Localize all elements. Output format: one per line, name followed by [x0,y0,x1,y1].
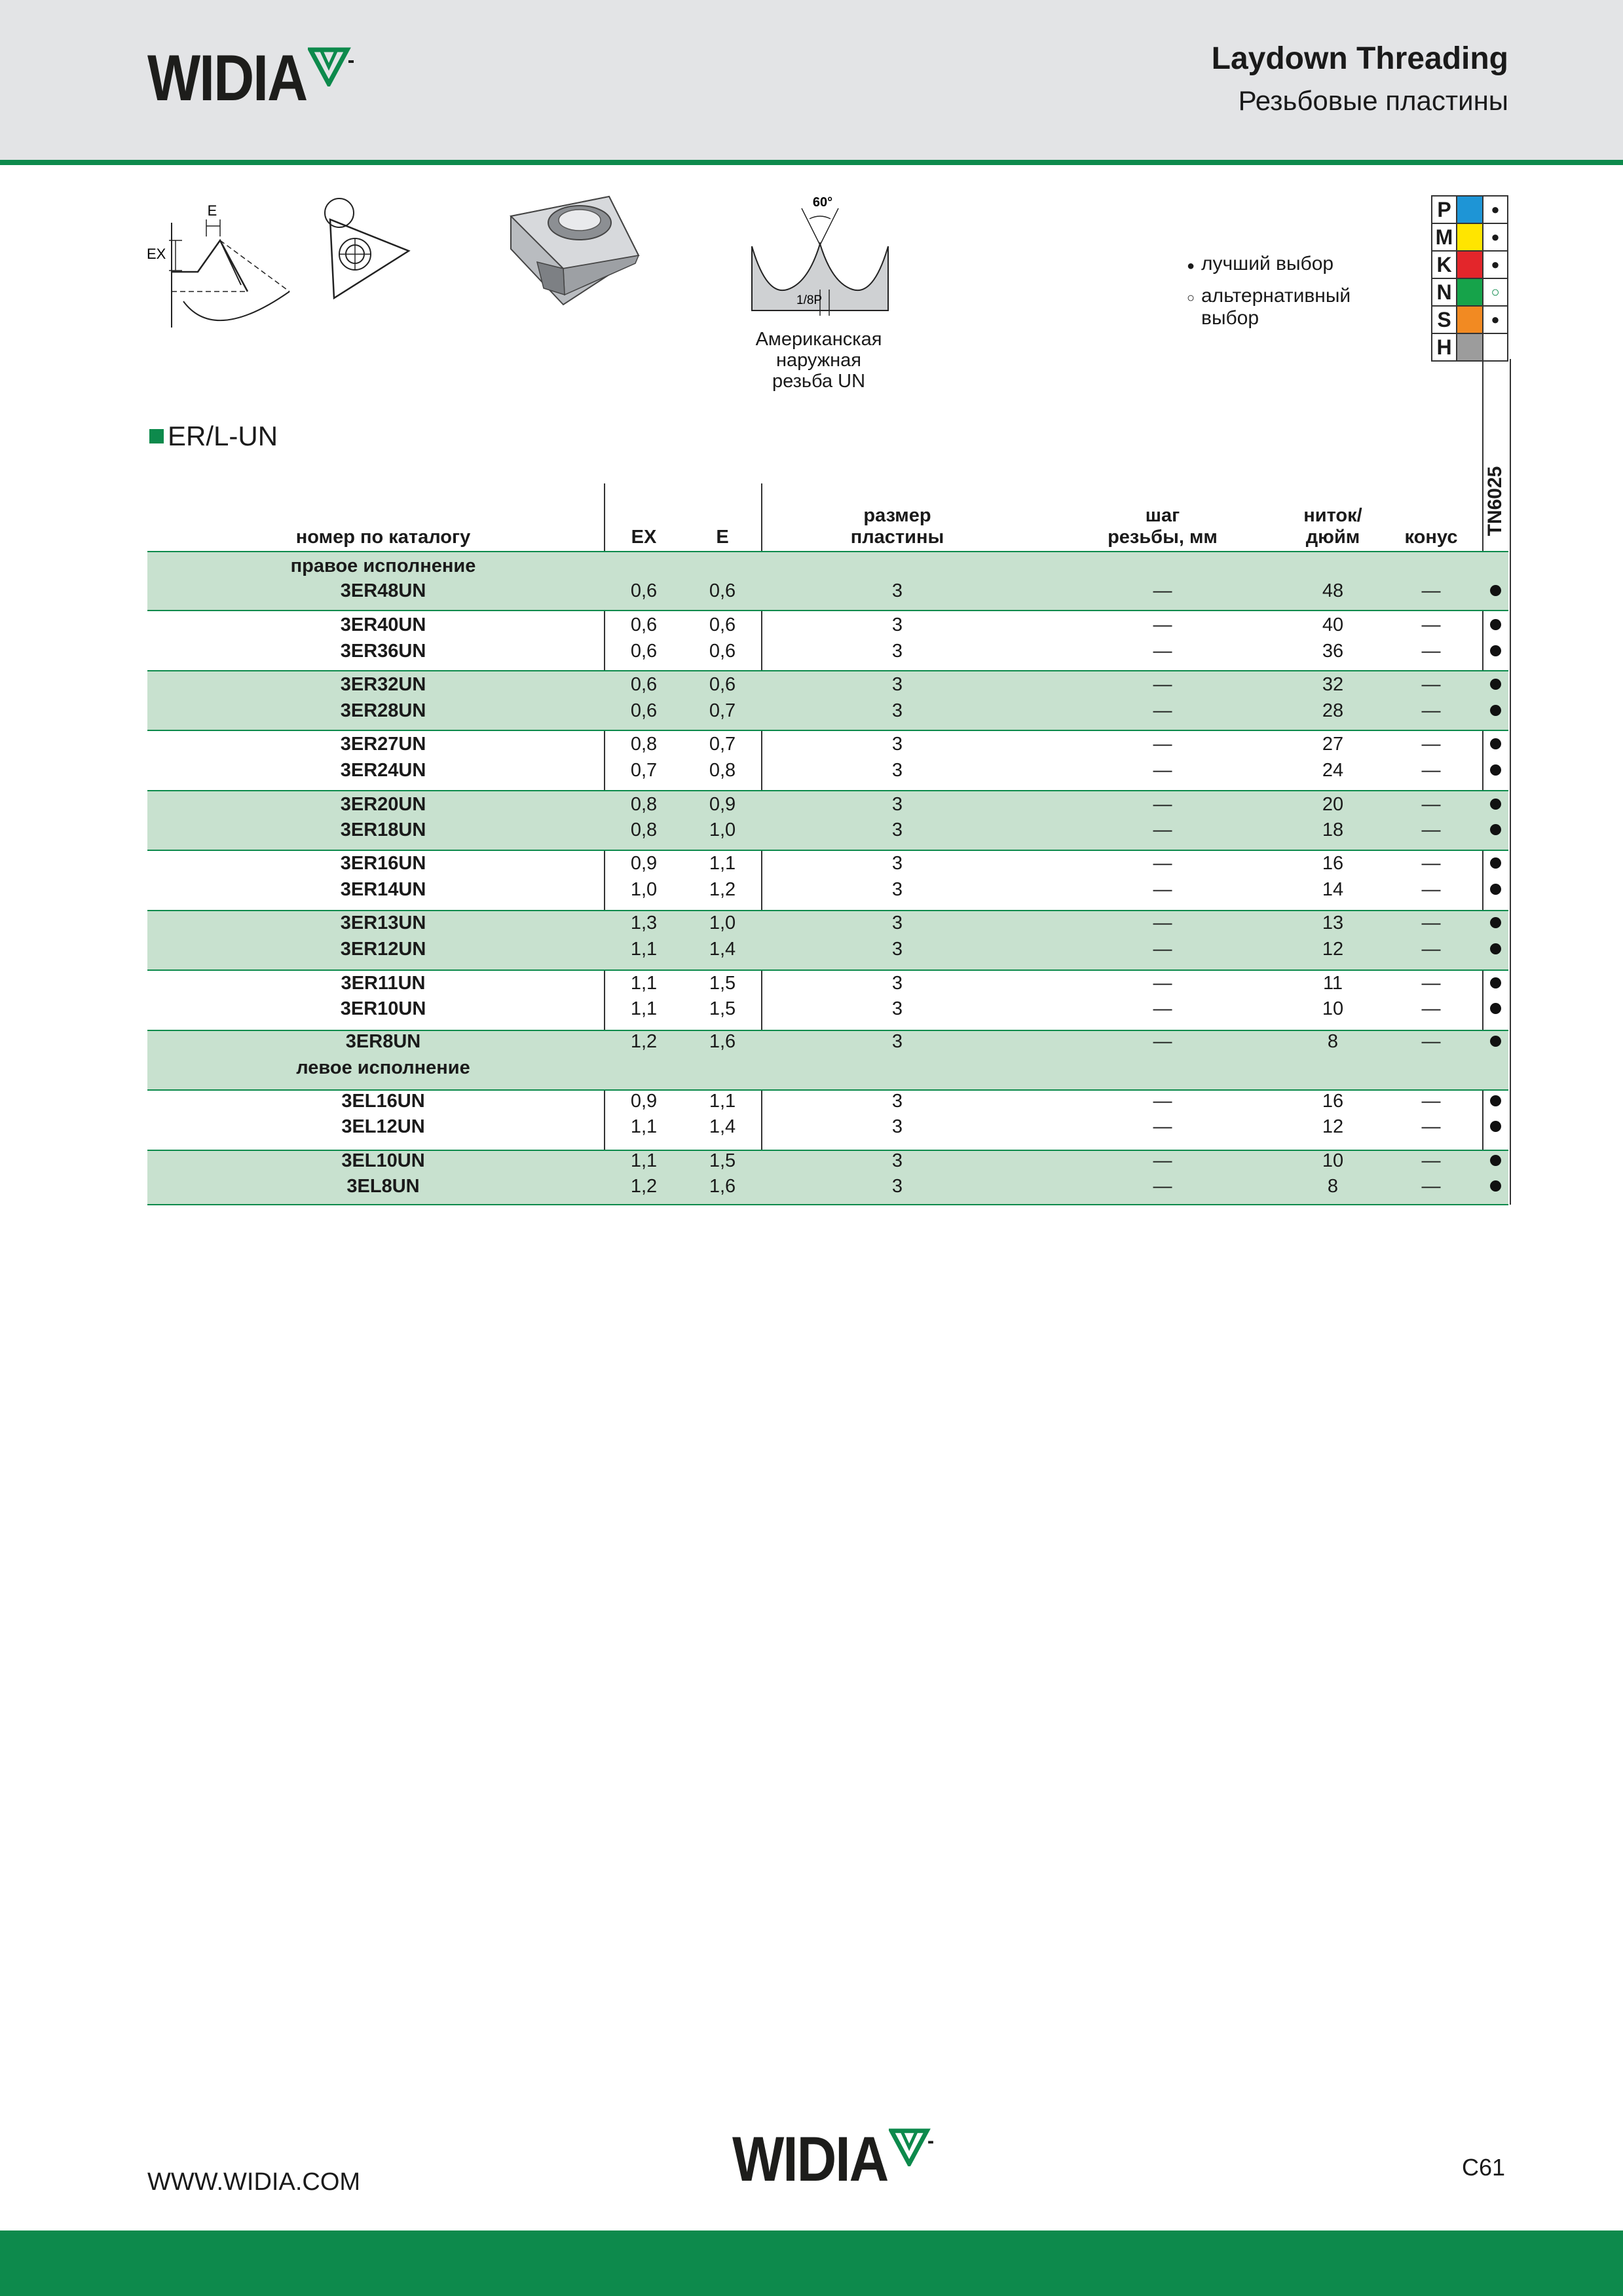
header-divider [0,160,1623,165]
ex-value: 0,8 [630,734,658,755]
pitch-mm: — [1153,794,1172,815]
hand-label-left: левое исполнение [296,1057,470,1078]
grade-availability-dot-icon [1490,1095,1501,1106]
catalog-number: 3ER12UN [340,939,426,960]
material-letter: S [1432,306,1457,333]
catalog-number: 3EL10UN [341,1150,425,1171]
taper: — [1421,1176,1441,1197]
taper: — [1421,794,1441,815]
taper: — [1421,760,1441,781]
widia-logo [147,42,355,116]
angle-label: 60° [812,195,833,210]
col-header-ex: EX [631,527,657,548]
insert-size: 3 [891,700,903,721]
footer-url[interactable]: WWW.WIDIA.COM [147,2168,361,2196]
caption-line-1: Американская [755,329,882,350]
ex-value: 1,1 [630,1116,658,1137]
ex-value: 0,8 [630,819,658,840]
material-row [1432,196,1508,223]
material-letter: K [1432,251,1457,278]
ex-value: 1,1 [630,998,658,1019]
grade-availability-dot-icon [1490,705,1501,716]
threads-per-inch: 14 [1322,879,1344,900]
threads-per-inch: 10 [1322,1150,1344,1171]
material-row [1432,223,1508,251]
catalog-number: 3EL12UN [341,1116,425,1137]
pitch-mm: — [1153,879,1172,900]
threads-per-inch: 24 [1322,760,1344,781]
taper: — [1421,853,1441,874]
pitch-mm: — [1153,734,1172,755]
row-separator [147,730,1508,731]
insert-size: 3 [891,998,903,1019]
page-subtitle: Резьбовые пластины [1238,85,1508,116]
grade-availability-dot-icon [1490,943,1501,954]
catalog-number: 3ER14UN [340,879,426,900]
hollow-dot-icon: ○ [1187,291,1195,305]
pitch-mm: — [1153,1150,1172,1171]
grade-availability-dot-icon [1490,799,1501,810]
catalog-number: 3EL8UN [346,1176,420,1197]
ex-value: 1,3 [630,913,658,933]
ex-value: 1,2 [630,1031,658,1052]
ex-value: 1,1 [630,973,658,994]
insert-size: 3 [891,1091,903,1112]
insert-size: 3 [891,853,903,874]
catalog-number: 3ER24UN [340,760,426,781]
row-separator [147,610,1508,611]
e-value: 1,1 [709,1091,736,1112]
grade-availability-dot-icon [1490,977,1501,988]
catalog-number: 3ER8UN [345,1031,421,1052]
row-separator [147,1204,1508,1205]
insert-size: 3 [891,1150,903,1171]
e-value: 1,5 [709,998,736,1019]
catalog-number: 3ER20UN [340,794,426,815]
e-value: 1,0 [709,819,736,840]
pitch-mm: — [1153,1116,1172,1137]
caption-line-2: наружная [775,350,862,371]
grade-availability-dot-icon [1490,738,1501,749]
threads-per-inch: 16 [1322,853,1344,874]
logo-triangle-icon [308,47,355,86]
legend [1187,253,1351,329]
legend-best: ● лучший выбор [1187,253,1351,277]
material-rating: ○ [1483,278,1508,306]
grade-availability-dot-icon [1490,1121,1501,1132]
catalog-number: 3ER16UN [340,853,426,874]
material-letter: M [1432,223,1457,251]
grade-availability-dot-icon [1490,585,1501,596]
page-number: C61 [1461,2154,1505,2181]
threads-per-inch: 18 [1322,819,1344,840]
ex-value: 1,1 [630,939,658,960]
insert-size: 3 [891,674,903,695]
row-separator [147,850,1508,851]
material-color-swatch [1457,278,1483,306]
ex-value: 1,0 [630,879,658,900]
grade-availability-dot-icon [1490,917,1501,928]
grade-label: TN6025 [1484,466,1506,536]
insert-size: 3 [891,734,903,755]
legend-alternative: ○ альтернативный выбор [1187,285,1351,329]
material-rating: ● [1483,196,1508,223]
pitch-mm: — [1153,973,1172,994]
taper: — [1421,580,1441,601]
threads-per-inch: 12 [1322,1116,1344,1137]
grade-availability-dot-icon [1490,619,1501,630]
ex-value: 0,6 [630,580,658,601]
material-row [1432,333,1508,361]
taper: — [1421,973,1441,994]
catalog-number: 3ER18UN [340,819,426,840]
thread-profile-diagram [143,193,293,334]
pitch-mm: — [1153,580,1172,601]
col-header-tpi: ниток/ дюйм [1303,505,1362,548]
insert-size: 3 [891,641,903,662]
ex-value: 1,1 [630,1150,658,1171]
taper: — [1421,734,1441,755]
catalog-number: 3ER10UN [340,998,426,1019]
taper: — [1421,614,1441,635]
grade-availability-dot-icon [1490,1003,1501,1014]
ex-value: 0,9 [630,853,658,874]
pitch-mm: — [1153,641,1172,662]
ex-value: 0,8 [630,794,658,815]
insert-size: 3 [891,580,903,601]
grade-availability-dot-icon [1490,884,1501,895]
e-value: 0,8 [709,760,736,781]
material-letter: N [1432,278,1457,306]
material-color-swatch [1457,333,1483,361]
material-row [1432,306,1508,333]
catalog-number: 3ER11UN [341,973,426,994]
insert-size: 3 [891,973,903,994]
insert-size: 3 [891,913,903,933]
material-row [1432,251,1508,278]
catalog-number: 3ER48UN [340,580,426,601]
catalog-number: 3ER40UN [340,614,426,635]
taper: — [1421,641,1441,662]
grade-availability-dot-icon [1490,1180,1501,1192]
page-title: Laydown Threading [1211,41,1508,76]
section-title: ER/L-UN [149,421,278,452]
grade-availability-dot-icon [1490,824,1501,835]
ex-value: 1,2 [630,1176,658,1197]
grade-availability-dot-icon [1490,1036,1501,1047]
taper: — [1421,879,1441,900]
e-value: 1,6 [709,1031,736,1052]
catalog-number: 3ER36UN [340,641,426,662]
e-value: 1,0 [709,913,736,933]
catalog-number: 3ER28UN [340,700,426,721]
insert-3d-illustration [504,190,645,308]
material-color-swatch [1457,306,1483,333]
catalog-number: 3ER27UN [340,734,426,755]
footer-logo-wordmark: WIDIA [732,2123,888,2194]
threads-per-inch: 11 [1322,973,1343,994]
pitch-mm: — [1153,939,1172,960]
material-letter: H [1432,333,1457,361]
threads-per-inch: 32 [1322,674,1344,695]
pitch-mm: — [1153,1031,1172,1052]
grade-availability-dot-icon [1490,1155,1501,1166]
pitch-label: 1/8P [796,293,823,307]
pitch-mm: — [1153,614,1172,635]
e-value: 0,6 [709,674,736,695]
material-rating: ● [1483,251,1508,278]
col-header-e: E [716,527,729,548]
hand-label-right: правое исполнение [290,555,476,576]
grade-availability-dot-icon [1490,764,1501,776]
e-value: 0,6 [709,614,736,635]
pitch-mm: — [1153,853,1172,874]
insert-size: 3 [891,1031,903,1052]
insert-size: 3 [891,1176,903,1197]
pitch-mm: — [1153,760,1172,781]
threads-per-inch: 13 [1322,913,1344,933]
insert-top-view-diagram [317,193,415,305]
taper: — [1421,1150,1441,1171]
threads-per-inch: 16 [1322,1091,1344,1112]
ex-value: 0,6 [630,614,658,635]
grade-availability-dot-icon [1490,679,1501,690]
material-letter: P [1432,196,1457,223]
caption-line-3: резьба UN [772,371,866,392]
e-value: 1,4 [709,1116,736,1137]
pitch-mm: — [1153,700,1172,721]
threads-per-inch: 27 [1322,734,1344,755]
e-value: 1,1 [709,853,736,874]
threads-per-inch: 40 [1322,614,1344,635]
threads-per-inch: 28 [1322,700,1344,721]
material-rating: ● [1483,306,1508,333]
footer-band [0,2230,1623,2296]
insert-size: 3 [891,760,903,781]
row-separator [147,790,1508,791]
material-rating [1483,333,1508,361]
ex-value: 0,7 [630,760,658,781]
col-header-catalog: номер по каталогу [295,527,471,548]
taper: — [1421,998,1441,1019]
material-row [1432,278,1508,306]
taper: — [1421,939,1441,960]
grade-availability-dot-icon [1490,857,1501,869]
threads-per-inch: 12 [1322,939,1344,960]
insert-size: 3 [891,1116,903,1137]
insert-size: 3 [891,879,903,900]
pitch-mm: — [1153,998,1172,1019]
threads-per-inch: 36 [1322,641,1344,662]
insert-size: 3 [891,614,903,635]
pitch-mm: — [1153,674,1172,695]
pitch-mm: — [1153,1091,1172,1112]
pitch-mm: — [1153,1176,1172,1197]
e-value: 1,5 [709,1150,736,1171]
insert-size: 3 [891,819,903,840]
material-color-swatch [1457,196,1483,223]
e-value: 0,6 [709,641,736,662]
e-value: 1,6 [709,1176,736,1197]
taper: — [1421,1091,1441,1112]
taper: — [1421,674,1441,695]
logo-wordmark: WIDIA [147,42,307,115]
threads-per-inch: 10 [1322,998,1344,1019]
insert-size: 3 [891,794,903,815]
e-value: 1,5 [709,973,736,994]
pitch-mm: — [1153,819,1172,840]
e-value: 0,9 [709,794,736,815]
grade-availability-dot-icon [1490,645,1501,656]
green-square-icon [149,429,164,443]
filled-dot-icon: ● [1187,259,1195,273]
material-color-swatch [1457,223,1483,251]
col-header-size: размер пластины [850,505,944,548]
e-value: 1,2 [709,879,736,900]
material-color-swatch [1457,251,1483,278]
thread-caption [727,329,910,392]
catalog-number: 3EL16UN [341,1091,425,1112]
e-value: 1,4 [709,939,736,960]
row-separator [147,969,1508,971]
catalog-number: 3ER13UN [340,913,426,933]
ex-value: 0,6 [630,674,658,695]
un-thread-form-diagram [747,191,894,316]
col-header-pitch: шаг резьбы, мм [1108,505,1218,548]
col-header-taper: конус [1404,527,1458,548]
ex-value: 0,9 [630,1091,658,1112]
threads-per-inch: 8 [1327,1176,1339,1197]
taper: — [1421,700,1441,721]
catalog-number: 3ER32UN [340,674,426,695]
footer-widia-logo [732,2123,935,2196]
ex-value: 0,6 [630,700,658,721]
threads-per-inch: 48 [1322,580,1344,601]
label-ex: EX [147,246,166,262]
taper: — [1421,1031,1441,1052]
threads-per-inch: 8 [1327,1031,1339,1052]
pitch-mm: — [1153,913,1172,933]
row-separator [147,551,1508,552]
footer-logo-triangle-icon [889,2128,935,2166]
label-e: E [207,202,217,219]
insert-size: 3 [891,939,903,960]
e-value: 0,7 [709,734,736,755]
e-value: 0,6 [709,580,736,601]
ex-value: 0,6 [630,641,658,662]
material-rating: ● [1483,223,1508,251]
row-separator [147,670,1508,671]
material-group-grid [1431,195,1508,362]
threads-per-inch: 20 [1322,794,1344,815]
taper: — [1421,819,1441,840]
taper: — [1421,1116,1441,1137]
taper: — [1421,913,1441,933]
e-value: 0,7 [709,700,736,721]
